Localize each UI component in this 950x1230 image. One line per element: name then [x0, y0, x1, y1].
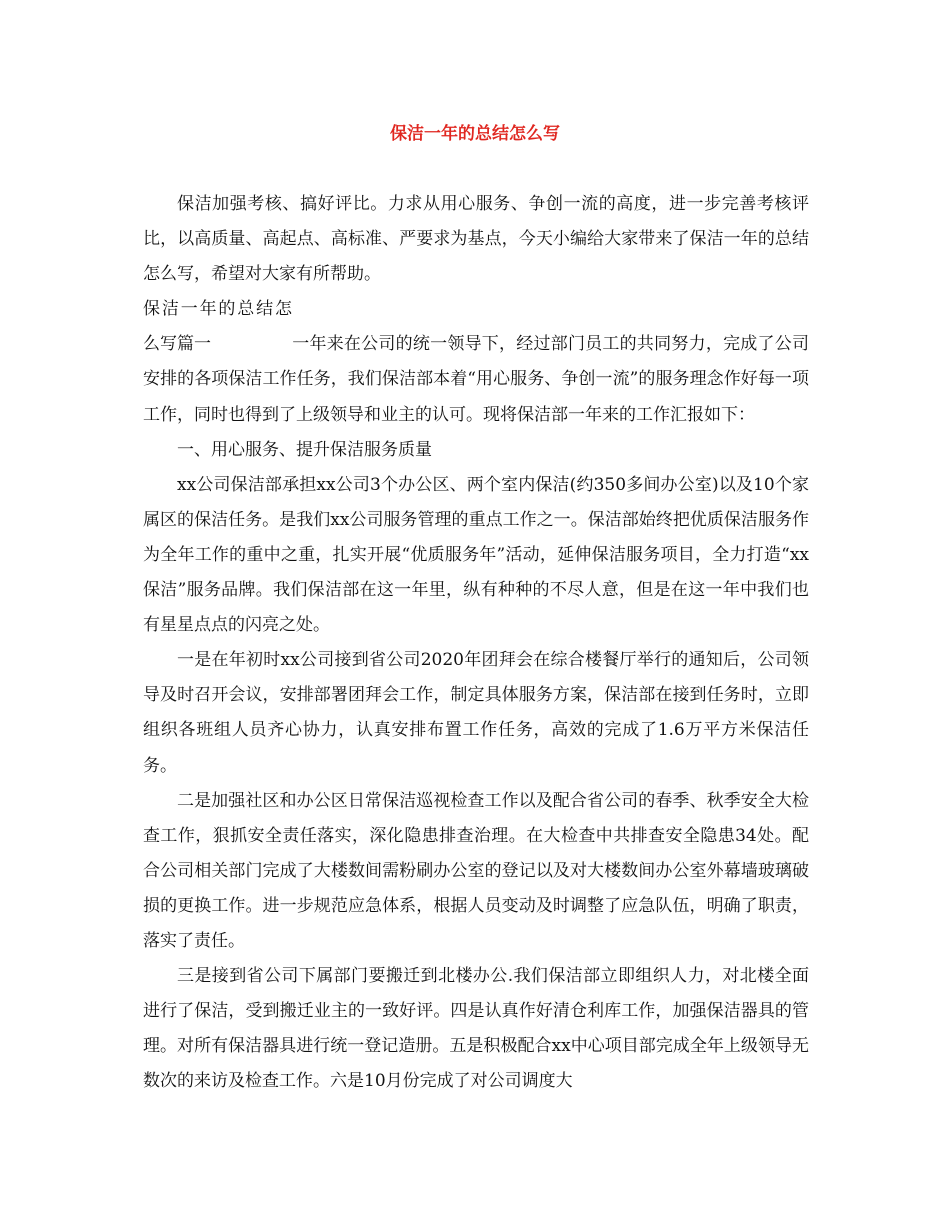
- body-paragraph-2: 一是在年初时xx公司接到省公司2020年团拜会在综合楼餐厅举行的通知后，公司领导及时召开会议，安排部署团拜会工作，制定具体服务方案，保洁部在接到任务时，立即组织各班组人员齐心协力，认真安排布置工作任务，高效的完成了1.6万平方米保洁任务。: [143, 650, 809, 776]
- subheading-1: 一、用心服务、提升保洁服务质量: [177, 439, 432, 460]
- document-title: 保洁一年的总结怎么写: [390, 124, 560, 144]
- body-paragraph-3: 二是加强社区和办公区日常保洁巡视检查工作以及配合省公司的春季、秋季安全大检查工作，狠抓安全责任落实，深化隐患排查治理。在大检查中共排查安全隐患34处。配合公司相关部门完成了大楼数间需粉刷办公室的登记以及对大楼数间办公室外幕墙玻璃破损的更换工作。进一步规范应急体系，根据人员变动及时调整了应急队伍，明确了职责，落实了责任。: [143, 790, 809, 951]
- section-paragraph: [143, 292, 809, 432]
- intro-paragraph: 保洁加强考核、搞好评比。力求从用心服务、争创一流的高度，进一步完善考核评比，以高质量、高起点、高标准、严要求为基点，今天小编给大家带来了保洁一年的总结怎么写，希望对大家有所帮助。: [143, 194, 809, 285]
- body-paragraph-4: 三是接到省公司下属部门要搬迁到北楼办公.我们保洁部立即组织人力，对北楼全面进行了保洁，受到搬迁业主的一致好评。四是认真作好清仓利库工作，加强保洁器具的管理。对所有保洁器具进行统一登记造册。五是积极配合xx中心项目部完成全年上级领导无数次的来访及检查工作。六是10月份完成了对公司调度大: [143, 966, 809, 1092]
- section-heading: 保洁一年的总结怎么写篇一: [143, 299, 292, 355]
- section-lead-text: 一年来在公司的统一领导下，经过部门员工的共同努力，完成了公司安排的各项保洁工作任务，我们保洁部本着“用心服务、争创一流”的服务理念作好每一项工作，同时也得到了上级领导和业主的认可。现将保洁部一年来的工作汇报如下：: [143, 334, 809, 425]
- document-body: [143, 187, 809, 1099]
- body-paragraph-1: xx公司保洁部承担xx公司3个办公区、两个室内保洁(约350多间办公室)以及10个家属区的保洁任务。是我们xx公司服务管理的重点工作之一。保洁部始终把优质保洁服务作为全年工作的重中之重，扎实开展“优质服务年”活动，延伸保洁服务项目，全力打造“xx保洁”服务品牌。我们保洁部在这一年里，纵有种种的不尽人意，但是在这一年中我们也有星星点点的闪亮之处。: [143, 474, 809, 636]
